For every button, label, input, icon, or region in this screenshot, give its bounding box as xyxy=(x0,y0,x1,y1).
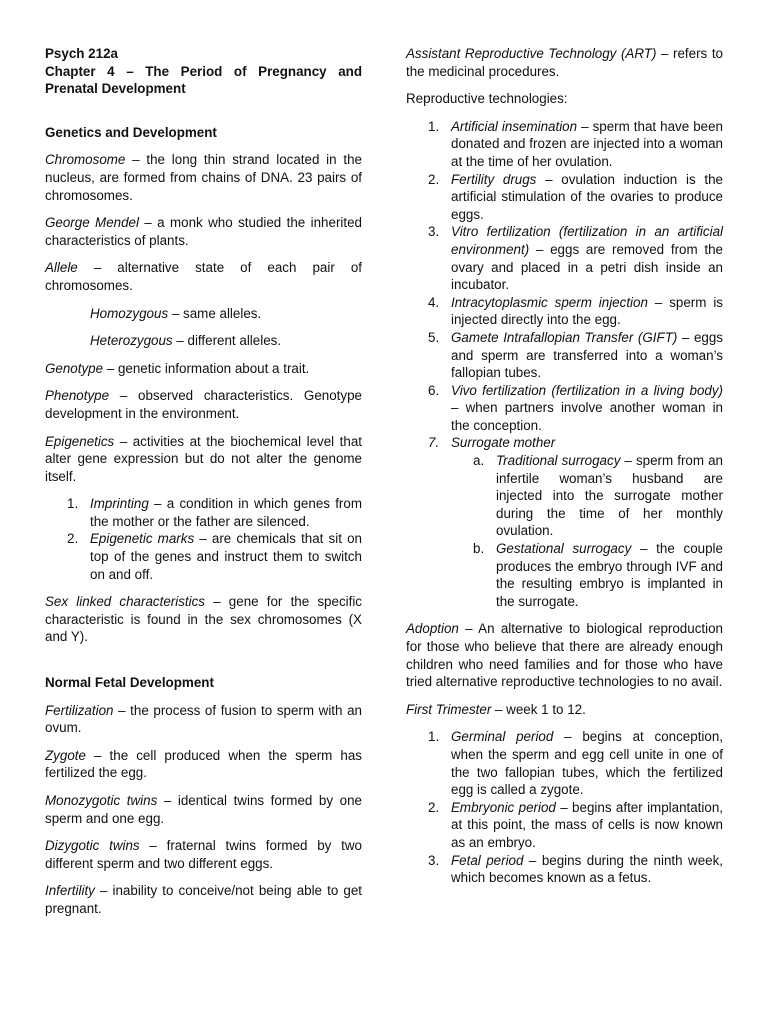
def-phenotype: Phenotype – observed characteristics. Genotype development in the environment. xyxy=(45,388,362,421)
def-first-trimester: First Trimester – week 1 to 12. xyxy=(406,701,586,717)
list-item: 5. Gamete Intrafallopian Transfer (GIFT) – eggs and sperm are transferred into a woman’s fallopian tubes. xyxy=(428,329,723,381)
section-heading-genetics: Genetics and Development xyxy=(45,124,217,140)
section-heading-fetal: Normal Fetal Development xyxy=(45,675,214,691)
repro-heading: Reproductive technologies: xyxy=(406,91,568,107)
list-item: 2. Fertility drugs – ovulation induction is the artificial stimulation of the ovaries to produce eggs. xyxy=(428,171,723,222)
left-column xyxy=(45,45,362,928)
def-chromosome: Chromosome – the long thin strand located in the nucleus, are formed from chains of DNA. 23 pairs of chromosomes. xyxy=(45,152,362,203)
list-item: 1. Artificial insemination – sperm that have been donated and frozen are injected into a woman at the time of her ovulation. xyxy=(428,118,723,169)
def-genotype: Genotype – genetic information about a trait. xyxy=(45,360,310,376)
list-item: 3. Vitro fertilization (fertilization in an artificial environment) – eggs are removed from the ovary and placed in a petri dish inside an incubator. xyxy=(428,224,723,293)
epigenetics-list xyxy=(45,495,362,583)
list-item: 1. Germinal period – begins at conception, when the sperm and egg cell unite in one of the two fallopian tubes, which the fertilized egg is called a zygote. xyxy=(428,729,723,798)
def-heterozygous: Heterozygous – different alleles. xyxy=(90,333,282,349)
list-item: 2. Embryonic period – begins after implantation, at this point, the mass of cells is now known as an embryo. xyxy=(428,799,723,850)
def-art: Assistant Reproductive Technology (ART) – refers to the medicinal procedures. xyxy=(406,46,723,79)
def-homozygous: Homozygous – same alleles. xyxy=(90,305,262,321)
list-item: a. Traditional surrogacy – sperm from an infertile woman’s husband are injected into the surrogate mother during the time of her monthly ovulation. xyxy=(473,453,723,539)
def-sex-linked: Sex linked characteristics – gene for the specific characteristic is found in the sex chromosomes (X and Y). xyxy=(45,594,363,645)
surrogacy-list xyxy=(451,452,723,610)
list-item: 1. Imprinting – a condition in which genes from the mother or the father are silenced. xyxy=(67,496,362,529)
def-infertility: Infertility – inability to conceive/not being able to get pregnant. xyxy=(45,883,362,916)
list-item: 2. Epigenetic marks – are chemicals that sit on top of the genes and instruct them to switch on and off. xyxy=(67,531,362,582)
def-zygote: Zygote – the cell produced when the sperm has fertilized the egg. xyxy=(45,747,362,781)
def-dizygotic: Dizygotic twins – fraternal twins formed by two different sperm and two different eggs. xyxy=(45,838,362,871)
list-item: 6. Vivo fertilization (fertilization in a living body) – when partners involve another woman in the conception. xyxy=(428,382,723,433)
def-mendel: George Mendel – a monk who studied the inherited characteristics of plants. xyxy=(45,215,362,248)
def-adoption: Adoption – An alternative to biological reproduction for those who believe that there are already enough children who need families and for those who have tried alternative reproductive technologies to no avail. xyxy=(406,621,723,690)
chapter-title: Chapter 4 – The Period of Pregnancy and Prenatal Development xyxy=(45,63,362,97)
repro-list xyxy=(406,118,723,611)
def-monozygotic: Monozygotic twins – identical twins formed by one sperm and one egg. xyxy=(45,793,362,826)
def-fertilization: Fertilization – the process of fusion to sperm with an ovum. xyxy=(45,702,362,736)
list-item: 3. Fetal period – begins during the ninth week, which becomes known as a fetus. xyxy=(428,852,723,886)
trimester-list xyxy=(406,728,723,886)
list-item: 4. Intracytoplasmic sperm injection – sperm is injected directly into the egg. xyxy=(428,294,723,328)
right-column xyxy=(406,45,723,897)
def-epigenetics: Epigenetics – activities at the biochemical level that alter gene expression but do not alter the genome itself. xyxy=(45,433,362,484)
course-title: Psych 212a xyxy=(45,46,118,61)
def-allele: Allele – alternative state of each pair of chromosomes. xyxy=(45,260,362,293)
list-item: b. Gestational surrogacy – the couple produces the embryo through IVF and the resulting embryo is implanted in the surrogate. xyxy=(473,541,723,609)
list-item: 7. Surrogate mother a. Traditional surrogacy – sperm from an infertile woman’s husband are injected into the surrogate mother during the time of her monthly ovulation. b. Gestational surrogacy – the couple produces the embryo through IVF and the resulting embryo is implanted in the surrogate. xyxy=(428,435,723,609)
